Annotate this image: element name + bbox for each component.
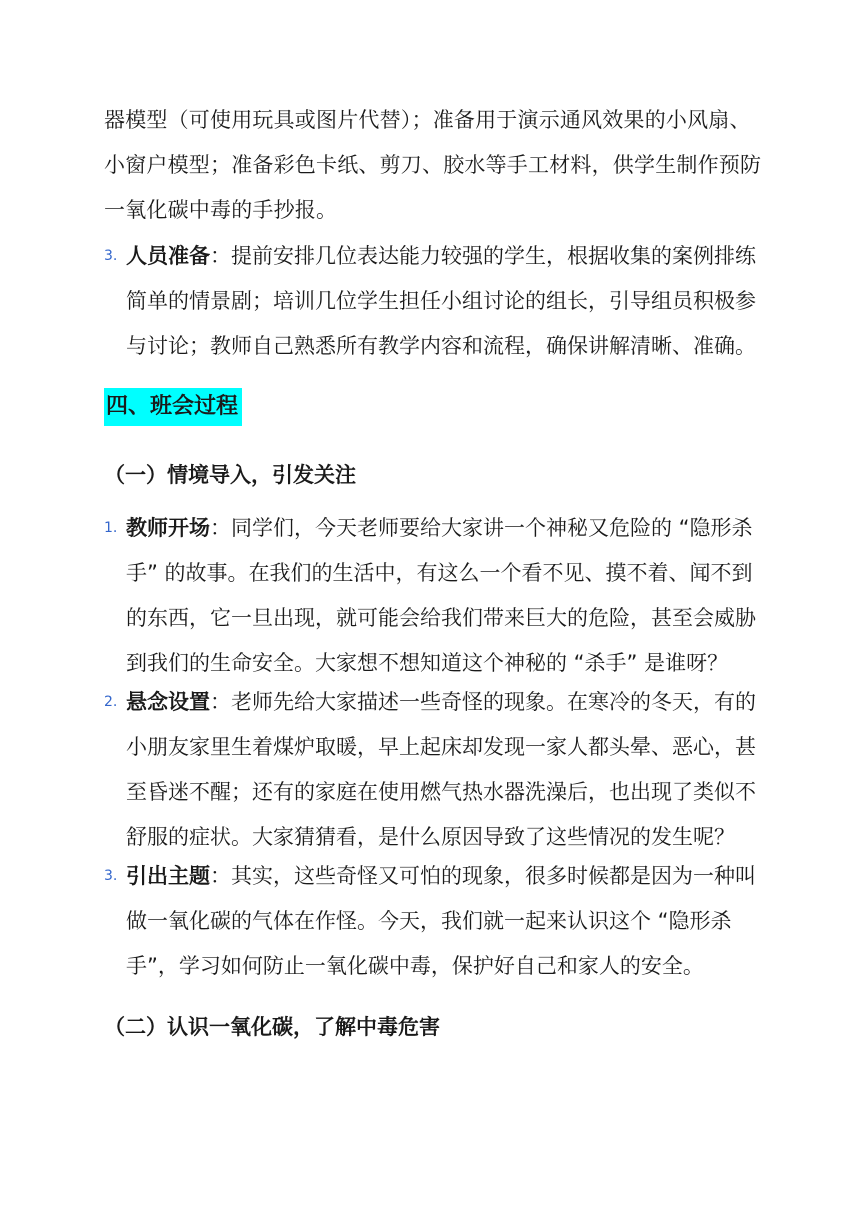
- list-number: 2.: [104, 694, 118, 710]
- list-item-teacher-opening: [104, 506, 764, 686]
- list-item-body: [104, 234, 764, 369]
- list-number: 1.: [104, 520, 118, 536]
- list-item-text: ：同学们，今天老师要给大家讲一个神秘又危险的 “隐形杀手” 的故事。在我们的生活中，有这么一个看不见、摸不着、闻不到的东西，它一旦出现，就可能会给我们带来巨大的危险，甚至会威胁到我们的生命安全。大家想不想知道这个神秘的 “杀手” 是谁呀？: [126, 516, 756, 675]
- list-item-body: [104, 854, 764, 989]
- list-item-body: [104, 506, 764, 686]
- continued-paragraph: 器模型（可使用玩具或图片代替）；准备用于演示通风效果的小风扇、小窗户模型；准备彩色卡纸、剪刀、胶水等手工材料，供学生制作预防一氧化碳中毒的手抄报。: [104, 108, 762, 222]
- list-item-title: 教师开场: [126, 516, 210, 540]
- list-item-personnel-prep: [104, 234, 764, 369]
- list-number: 3.: [104, 248, 118, 264]
- list-number: 3.: [104, 868, 118, 884]
- list-item-title: 悬念设置: [126, 690, 210, 714]
- subsection-heading-1: （一）情境导入，引发关注: [104, 463, 356, 487]
- list-item-title: 引出主题: [126, 864, 210, 888]
- subsection-heading-2: （二）认识一氧化碳，了解中毒危害: [104, 1015, 440, 1039]
- list-item-text: ：提前安排几位表达能力较强的学生，根据收集的案例排练简单的情景剧；培训几位学生担任小组讨论的组长，引导组员积极参与讨论；教师自己熟悉所有教学内容和流程，确保讲解清晰、准确。: [126, 244, 756, 358]
- list-item-title: 人员准备: [126, 244, 210, 268]
- list-item-text: ：其实，这些奇怪又可怕的现象，很多时候都是因为一种叫做一氧化碳的气体在作怪。今天，我们就一起来认识这个 “隐形杀手”，学习如何防止一氧化碳中毒，保护好自己和家人的安全。: [126, 864, 756, 978]
- list-item-topic-intro: [104, 854, 764, 989]
- list-item-text: ：老师先给大家描述一些奇怪的现象。在寒冷的冬天，有的小朋友家里生着煤炉取暖，早上起床却发现一家人都头晕、恶心，甚至昏迷不醒；还有的家庭在使用燃气热水器洗澡后，也出现了类似不舒服的症状。大家猜猜看，是什么原因导致了这些情况的发生呢？: [126, 690, 756, 849]
- section-heading: 四、班会过程: [104, 388, 242, 426]
- list-item-suspense: [104, 680, 764, 860]
- list-item-body: [104, 680, 764, 860]
